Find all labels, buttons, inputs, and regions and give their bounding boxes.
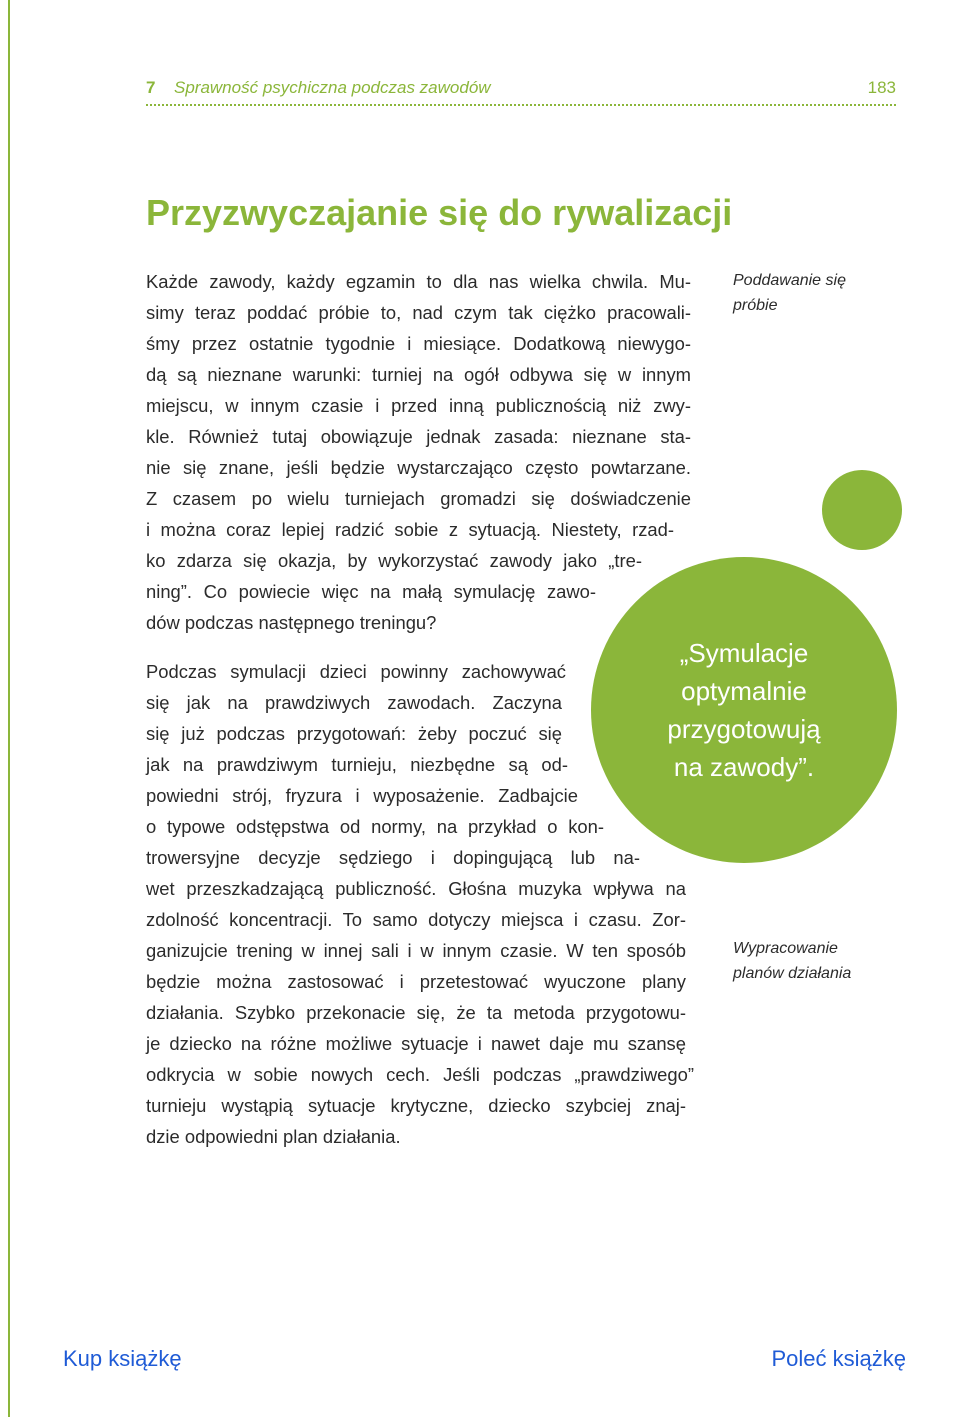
margin-note-line: Wypracowanie <box>733 940 838 957</box>
text-line: wet przeszkadzającą publiczność. Głośna muzyka wpływa na <box>146 878 686 899</box>
text-line: ko zdarza się okazja, by wykorzystać zawody jako „tre- <box>146 550 642 571</box>
page-number: 183 <box>867 78 896 97</box>
decorative-green-dot <box>822 470 902 550</box>
text-line: jak na prawdziwym turnieju, niezbędne są od- <box>146 754 568 775</box>
margin-note-line: próbie <box>733 297 778 314</box>
section-title: Przyzwyczajanie się do rywalizacji <box>146 192 733 233</box>
text-line: ganizujcie trening w innej sali i w innym czasie. W ten sposób <box>146 940 686 961</box>
text-line: będzie można zastosować i przetestować wyuczone plany <box>146 971 686 992</box>
text-line: miejscu, w innym czasie i przed inną publicznością niż zwy- <box>146 395 691 416</box>
text-line: Podczas symulacji dzieci powinny zachowywać <box>146 661 566 682</box>
pull-quote-line: na zawody”. <box>673 752 815 782</box>
text-line: dów podczas następnego treningu? <box>146 612 437 633</box>
recommend-book-link[interactable]: Poleć książkę <box>771 1346 906 1371</box>
buy-book-link[interactable]: Kup książkę <box>63 1346 182 1371</box>
text-line: ning”. Co powiecie więc na małą symulację zawo- <box>146 581 596 602</box>
margin-note-line: Poddawanie się <box>733 272 846 289</box>
chapter-number: 7 <box>146 78 156 97</box>
text-line: dzie odpowiedni plan działania. <box>146 1126 401 1147</box>
text-line: trowersyjne decyzje sędziego i dopingującą lub na- <box>146 847 640 868</box>
text-line: i można coraz lepiej radzić sobie z sytuacją. Niestety, rzad- <box>146 519 674 540</box>
pull-quote-line: przygotowują <box>667 714 821 744</box>
margin-note-action-plans <box>733 936 851 986</box>
margin-note-testing <box>733 268 846 318</box>
text-line: się już podczas przygotowań: żeby poczuć się <box>146 723 562 744</box>
text-line: powiedni strój, fryzura i wyposażenie. Zadbajcie <box>146 785 578 806</box>
pull-quote-circle <box>591 557 897 863</box>
paragraph-1 <box>146 266 691 638</box>
pull-quote-line: optymalnie <box>681 676 807 706</box>
text-line: się jak na prawdziwych zawodach. Zaczyna <box>146 692 562 713</box>
text-line: kle. Również tutaj obowiązuje jednak zasada: nieznane sta- <box>146 426 691 447</box>
text-line: o typowe odstępstwa od normy, na przykład o kon- <box>146 816 604 837</box>
text-line: dą są nieznane warunki: turniej na ogół odbywa się w innym <box>146 364 691 385</box>
text-line: odkrycia w sobie nowych cech. Jeśli podczas „prawdziwego” <box>146 1064 694 1085</box>
text-line: je dziecko na różne możliwe sytuacje i nawet daje mu szansę <box>146 1033 686 1054</box>
text-line: simy teraz poddać próbie to, nad czym tak ciężko pracowali- <box>146 302 691 323</box>
page-edge-rule <box>8 0 10 1417</box>
text-line: Każde zawody, każdy egzamin to dla nas wielka chwila. Mu- <box>146 271 691 292</box>
text-line: działania. Szybko przekonacie się, że ta metoda przygotowu- <box>146 1002 686 1023</box>
pull-quote-line: „Symulacje <box>679 638 809 668</box>
running-header <box>146 74 896 102</box>
text-line: śmy przez ostatnie tygodnie i miesiące. Dodatkową niewygo- <box>146 333 691 354</box>
margin-note-line: planów działania <box>733 965 852 982</box>
chapter-title: Sprawność psychiczna podczas zawodów <box>174 78 491 97</box>
text-line: Z czasem po wielu turniejach gromadzi się doświadczenie <box>146 488 691 509</box>
header-dotted-rule <box>146 104 896 106</box>
text-line: turnieju wystąpią sytuacje krytyczne, dziecko szybciej znaj- <box>146 1095 686 1116</box>
text-line: zdolność koncentracji. To samo dotyczy miejsca i czasu. Zor- <box>146 909 686 930</box>
text-line: nie się znane, jeśli będzie wystarczająco często powtarzane. <box>146 457 691 478</box>
